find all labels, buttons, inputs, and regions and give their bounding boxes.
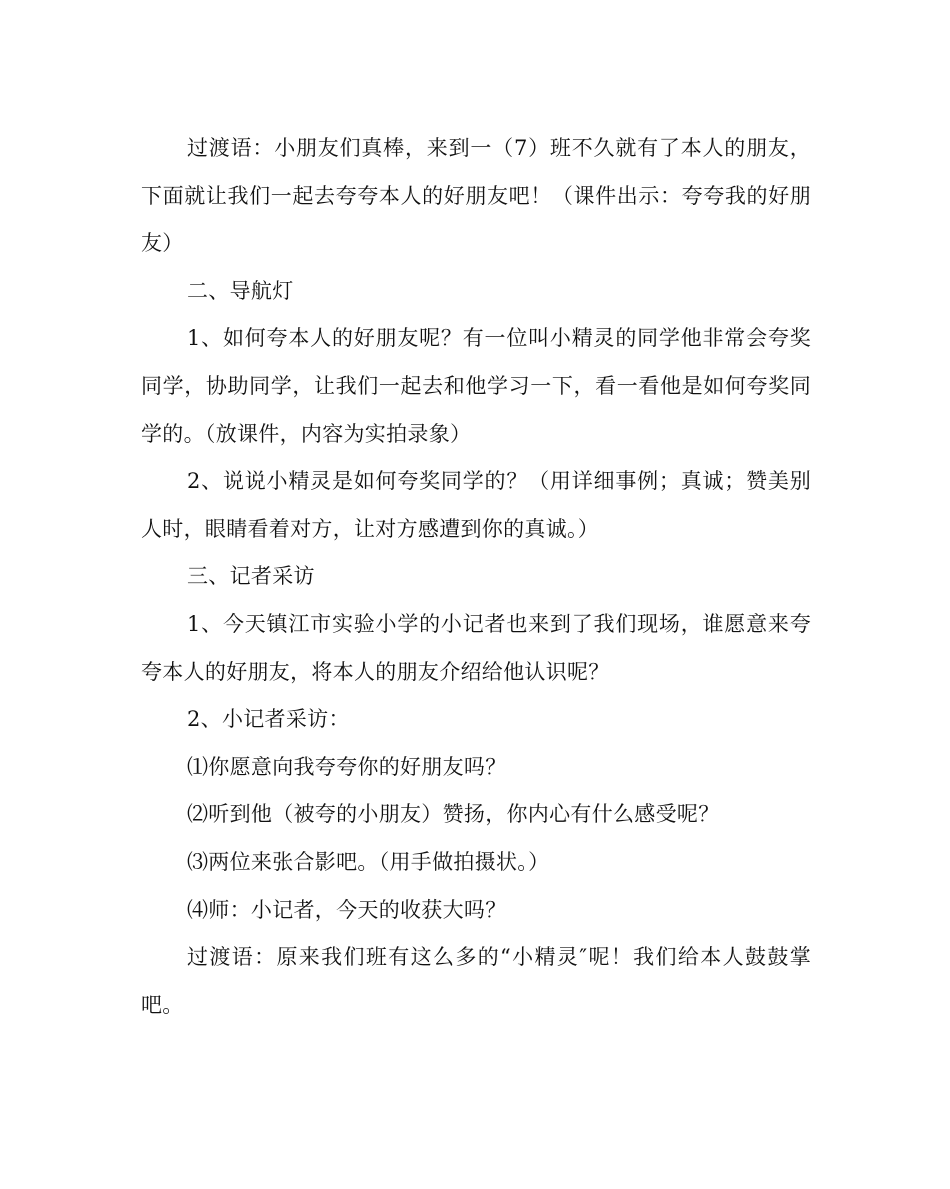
paragraph-item-1: 1、如何夸本人的好朋友呢？有一位叫小精灵的同学他非常会夸奖同学，协助同学，让我们一起去和他学习一下，看一看他是如何夸奖同学的。（放课件，内容为实拍录象） (141, 326, 811, 446)
heading-reporter-interview: 三、记者采访 (187, 564, 315, 589)
question-1: ⑴你愿意向我夸夸你的好朋友吗？ (187, 754, 507, 779)
paragraph-reporter-2: 2、小记者采访： (187, 707, 350, 732)
question-3: ⑶两位来张合影吧。（用手做拍摄状。） (187, 849, 550, 874)
paragraph-item-2: 2、说说小精灵是如何夸奖同学的？（用详细事例；真诚；赞美别人时，眼睛看着对方，让对方感遭到你的真诚。） (141, 469, 811, 541)
paragraph-transition-1: 过渡语：小朋友们真棒，来到一（7）班不久就有了本人的朋友，下面就让我们一起去夸夸本人的好朋友吧！（课件出示：夸夸我的好朋友） (141, 136, 811, 256)
paragraph-reporter-1: 1、今天镇江市实验小学的小记者也来到了我们现场，谁愿意来夸夸本人的好朋友，将本人的朋友介绍给他认识呢？ (141, 611, 811, 684)
question-2: ⑵听到他（被夸的小朋友）赞扬，你内心有什么感受呢？ (187, 802, 720, 827)
document-body (141, 125, 811, 1029)
heading-navigation-light: 二、导航灯 (187, 278, 294, 303)
question-4: ⑷师：小记者，今天的收获大吗？ (187, 897, 507, 922)
paragraph-transition-2: 过渡语：原来我们班有这么多的“小精灵″呢！我们给本人鼓鼓掌吧。 (141, 945, 811, 1017)
